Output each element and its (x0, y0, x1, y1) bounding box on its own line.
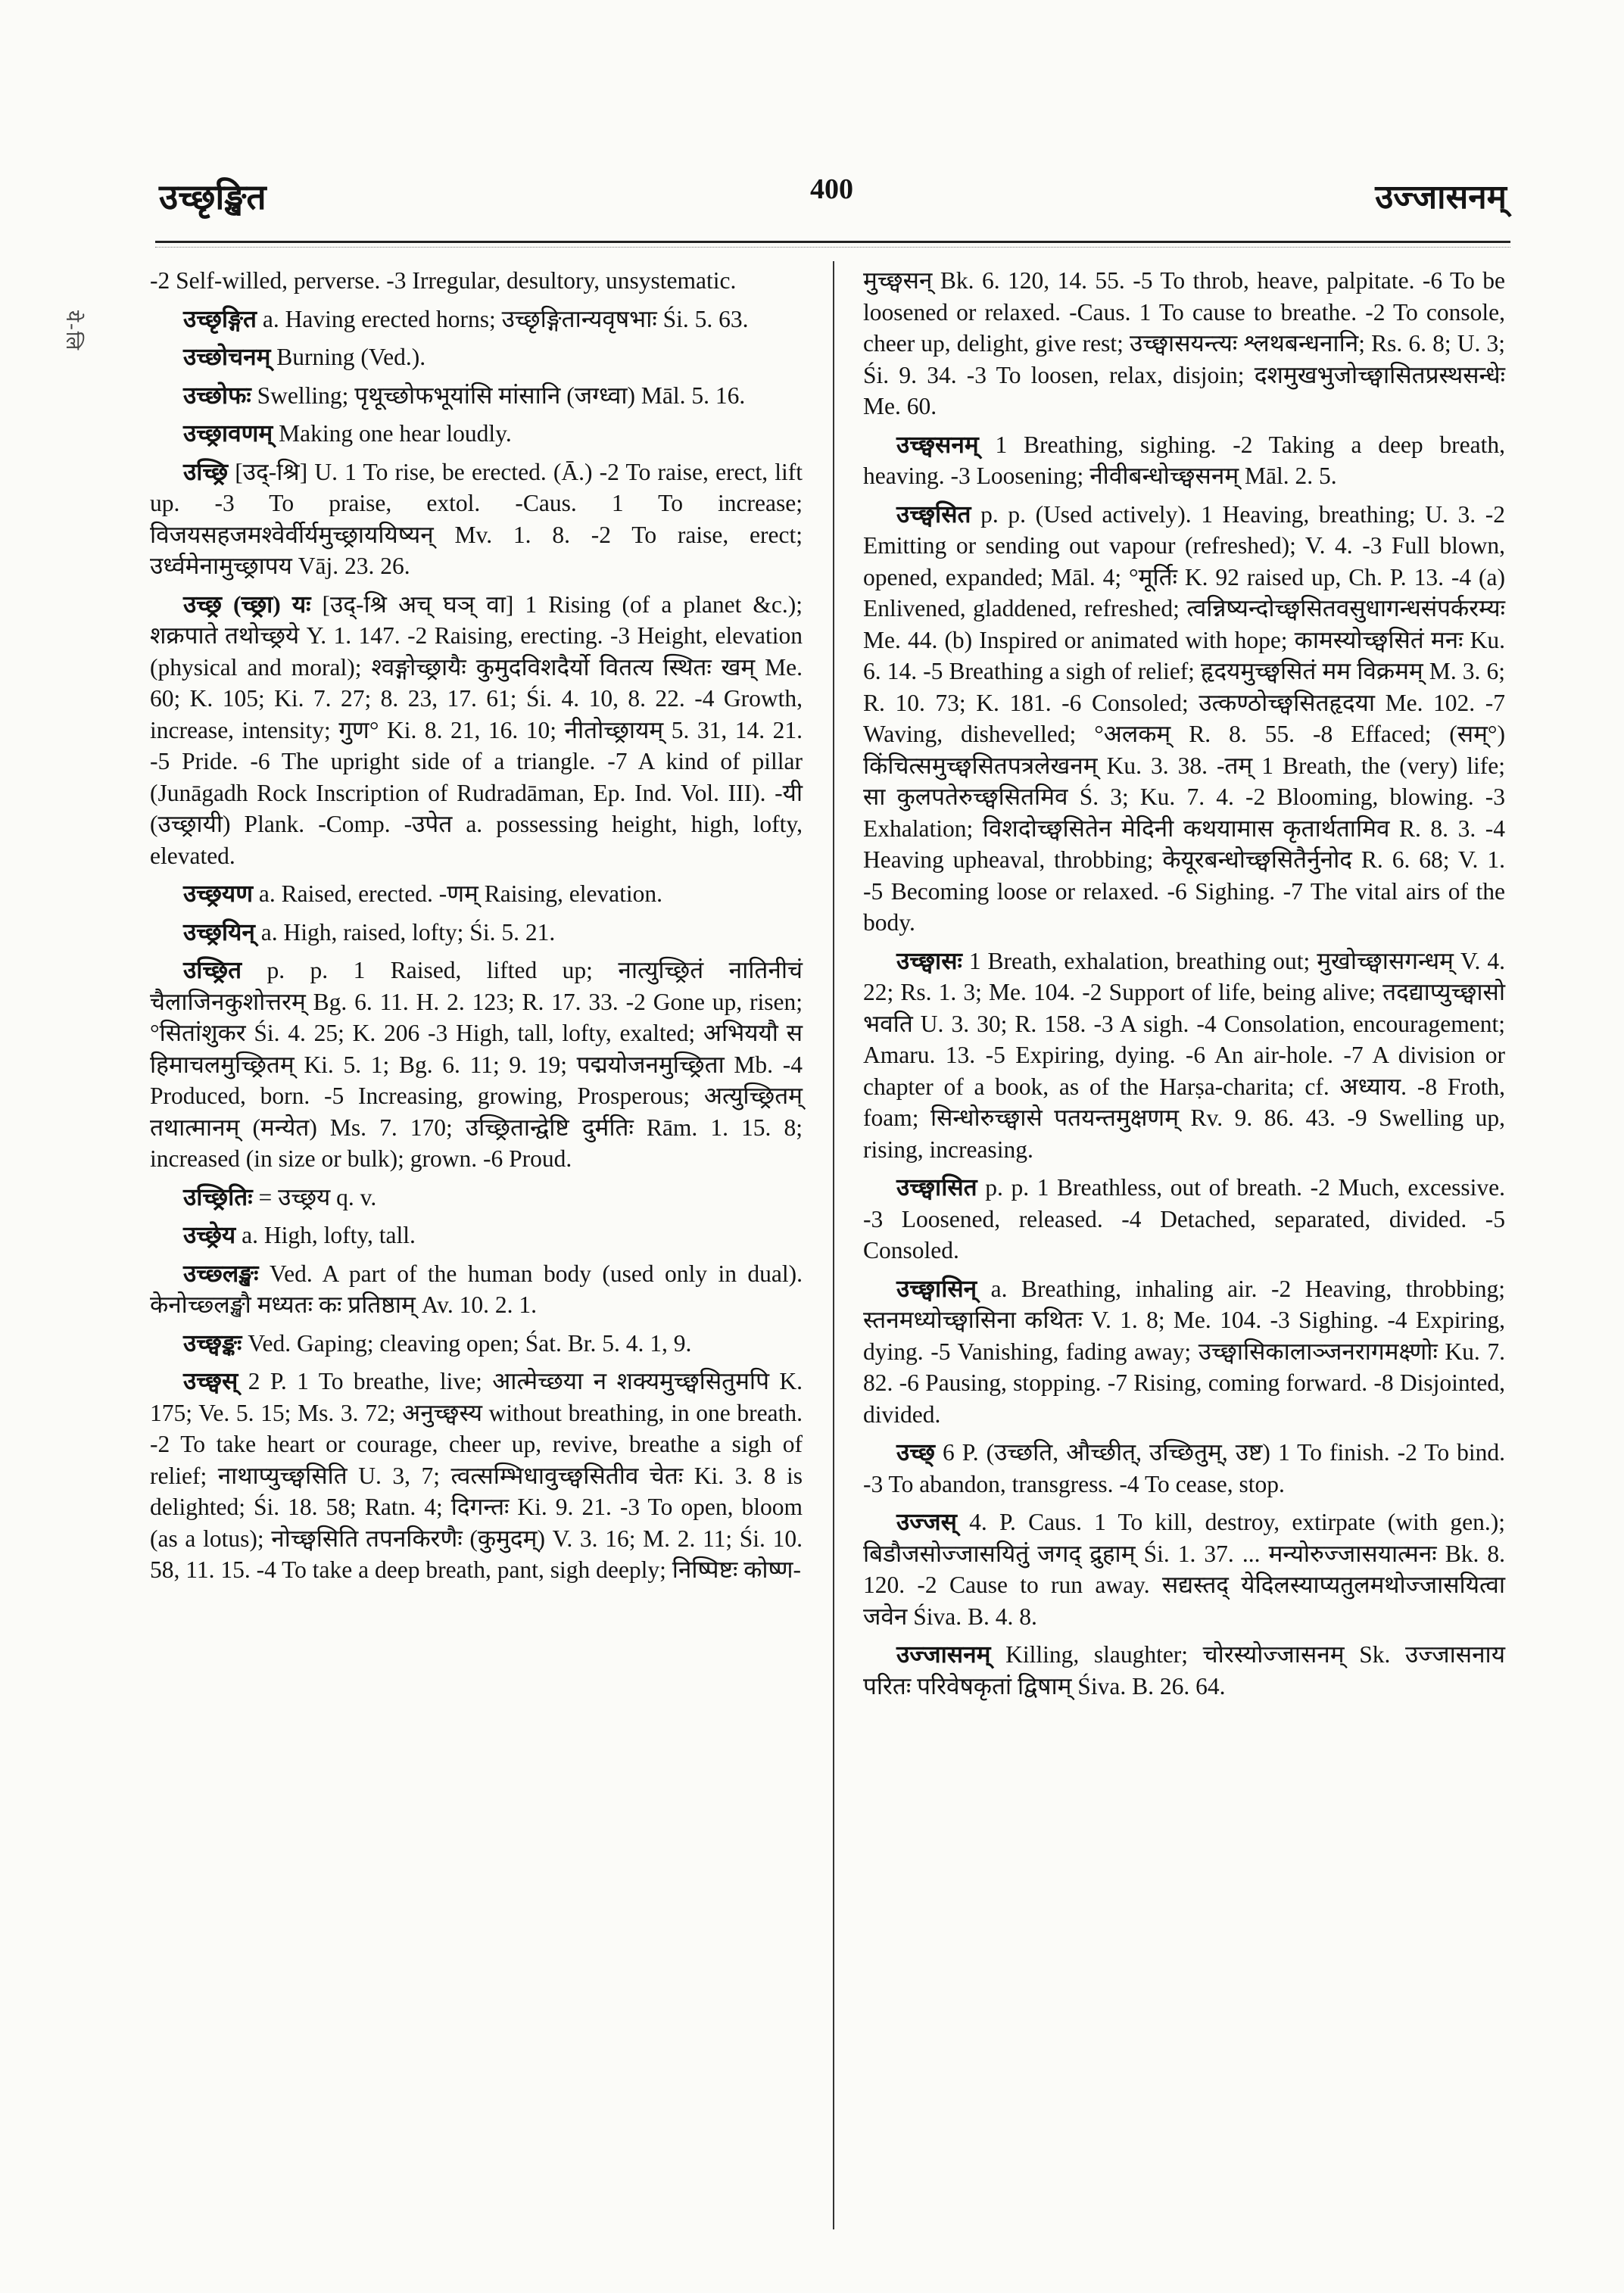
dictionary-entry (863, 265, 1505, 422)
dictionary-entry (863, 1172, 1505, 1266)
entry-definition: मुच्छ्वसन् Bk. 6. 120, 14. 55. -5 To throb, heave, palpitate. -6 To be loosened or relaxed. -Caus. 1 To cause to breathe. -2 To console, cheer up, delight, give rest; उच्छ्वासयन्त्यः श्लथबन्धनानि; Rs. 6. 8; U. 3; Śi. 9. 34. -3 To loosen, relax, disjoin; दशमुखभुजोच्छ्वासितप्रस्थसन्धेः Me. 60. (863, 267, 1505, 419)
entry-headword: उच्छ्वासः (896, 947, 962, 974)
column-divider (833, 261, 834, 2229)
entry-definition: Killing, slaughter; चोरस्योज्जासनम् Sk. उज्जासनाय परितः परिवेषकृतां द्विषाम् Śiva. B. 26. 64. (863, 1641, 1505, 1699)
entry-headword: उच्छ्वसनम् (896, 431, 979, 458)
page-header (159, 173, 1507, 233)
dictionary-entry (150, 380, 803, 412)
entry-headword: उच्छ्रावणम् (183, 420, 273, 447)
entry-definition: a. Having erected horns; उच्छृङ्गितान्यवृषभाः Śi. 5. 63. (257, 305, 749, 332)
entry-headword: उच्छ्रि (183, 458, 229, 485)
entry-headword: उज्जस् (896, 1509, 957, 1535)
entry-headword: उच्छ्रयण (183, 880, 253, 907)
entry-definition: p. p. 1 Raised, lifted up; नात्युच्छ्रितं नातिनीचं चैलाजिनकुशोत्तरम् Bg. 6. 11. H. 2. 123; R. 17. 33. -2 Gone up, risen; °सितांशुकर Śi. 4. 25; K. 206 -3 High, tall, lofty, exalted; अभिययौ स हिमाचलमुच्छ्रितम् Ki. 5. 1; Bg. 6. 11; 9. 19; पद्मयोजनमुच्छ्रिता Mb. -4 Produced, born. -5 Increasing, growing, Prosperous; अत्युच्छ्रितम् तथात्मानम् (मन्येत) Ms. 7. 170; उच्छ्रितान्द्वेष्टि दुर्मतिः Rām. 1. 15. 8; increased (in size or bulk); grown. -6 Proud. (150, 957, 803, 1172)
entry-definition: Ved. Gaping; cleaving open; Śat. Br. 5. 4. 1, 9. (242, 1329, 692, 1357)
dictionary-entry (863, 1506, 1505, 1632)
dictionary-entry (150, 265, 803, 297)
entry-definition: [उद्-श्रि अच् घञ् वा] 1 Rising (of a planet &c.); शक्रपाते तथोच्छ्रये Y. 1. 147. -2 Raising, erecting. -3 Height, elevation (physical and moral); श्वङ्गोच्छ्रायैः कुमुदविशदैर्यो वितत्य स्थितः खम् Me. 60; K. 105; Ki. 7. 27; 8. 23, 17. 61; Śi. 4. 10, 8. 22. -4 Growth, increase, intensity; गुण° Ki. 8. 21, 16. 10; नीतोच्छ्रायम् 5. 31, 14. 21. -5 Pride. -6 The upright side of a triangle. -7 A kind of pillar (Junāgadh Rock Inscription of Rudradāman, Ep. Ind. Vol. III). -यी (उच्छ्रायी) Plank. -Comp. -उपेत a. possessing height, high, lofty, elevated. (150, 590, 803, 869)
entry-headword: उच्छ्वसित (896, 500, 971, 528)
dictionary-entry (150, 456, 803, 582)
dictionary-entry (863, 946, 1505, 1166)
entry-headword: उच्छ्वासित (896, 1174, 977, 1201)
dictionary-entry (863, 1273, 1505, 1431)
left-column (150, 265, 803, 1593)
dictionary-entry (863, 499, 1505, 939)
entry-headword: उच्छोफः (183, 382, 251, 409)
entry-definition: Making one hear loudly. (273, 420, 512, 447)
entry-headword: उच्छ्रयिन् (183, 918, 255, 946)
entry-headword: उच्छ्वासिन् (896, 1275, 977, 1302)
header-dotted-rule (155, 247, 1510, 248)
dictionary-entry (150, 304, 803, 335)
left-guide-word: उच्छृङ्खित (159, 178, 267, 217)
entry-headword: उच्छ्रितिः (183, 1183, 253, 1210)
dictionary-entry (150, 341, 803, 373)
dictionary-entry (150, 1258, 803, 1321)
entry-definition: 1 Breathing, sighing. -2 Taking a deep breath, heaving. -3 Loosening; नीवीबन्धोच्छ्वसनम् Māl. 2. 5. (863, 431, 1505, 489)
entry-headword: उच्छ् (896, 1439, 935, 1466)
entry-headword: उच्छ्लङ्खः (183, 1260, 259, 1287)
entry-headword: उज्जासनम् (896, 1641, 991, 1668)
entry-definition: a. Raised, erected. -णम् Raising, elevation. (252, 880, 663, 907)
dictionary-entry (150, 1220, 803, 1251)
entry-headword: उच्छ्र (च्छ्रा) यः (183, 590, 311, 618)
entry-definition: Burning (Ved.). (270, 344, 426, 370)
margin-mark: ये-लि (62, 310, 84, 352)
entry-definition: 1 Breath, exhalation, breathing out; मुखोच्छ्वासगन्धम् V. 4. 22; Rs. 1. 3; Me. 104. -2 Support of life, being alive; तदद्याप्युच्छ्वासो भवति U. 3. 30; R. 158. -3 A sigh. -4 Consolation, encouragement; Amaru. 13. -5 Expiring, dying. -6 An air-hole. -7 A division or chapter of a book, as of the Harṣa-charita; cf. अध्याय. -8 Froth, foam; सिन्धोरुच्छ्वासे पतयन्तमुक्षणम् Rv. 9. 86. 43. -9 Swelling up, rising, increasing. (863, 947, 1505, 1163)
entry-definition: a. Breathing, inhaling air. -2 Heaving, throbbing; स्तनमध्योच्छ्वासिना कथितः V. 1. 8; Me. 104. -3 Sighing. -4 Expiring, dying. -5 Vanishing, fading away; उच्छ्वासिकालाञ्जनरागमक्ष्णोः Ku. 7. 82. -6 Pausing, stopping. -7 Rising, coming forward. -8 Disjointed, divided. (863, 1275, 1505, 1428)
dictionary-entry (863, 1437, 1505, 1500)
entry-definition: -2 Self-willed, perverse. -3 Irregular, desultory, unsystematic. (150, 267, 737, 294)
dictionary-entry (150, 917, 803, 949)
header-rule (155, 241, 1510, 243)
dictionary-entry (863, 1639, 1505, 1702)
entry-definition: Swelling; पृथूच्छोफभूयांसि मांसानि (जग्ध्वा) Māl. 5. 16. (251, 382, 746, 409)
entry-definition: [उद्-श्रि] U. 1 To rise, be erected. (Ā.) -2 To raise, erect, lift up. -3 To praise, extol. -Caus. 1 To increase; विजयसहजमश्वेर्वीर्यमुच्छ्राययिष्यन् Mv. 1. 8. -2 To raise, erect; उर्ध्वमेनामुच्छ्रापय Vāj. 23. 26. (150, 458, 803, 579)
dictionary-entry (150, 1366, 803, 1586)
entry-headword: उच्छोचनम् (183, 344, 271, 370)
entry-headword: उच्छ्वस् (183, 1368, 238, 1394)
right-guide-word: उज्जासनम् (1375, 179, 1507, 216)
dictionary-entry (150, 878, 803, 910)
entry-headword: उच्छ्रित (183, 957, 242, 983)
entry-headword: उच्छृङ्गित (183, 305, 257, 332)
entry-definition: 2 P. 1 To breathe, live; आत्मेच्छया न शक्यमुच्छ्वसितुमपि K. 175; Ve. 5. 15; Ms. 3. 72; अनुच्छ्वस्य without breathing, in one breath. -2 To take heart or courage, cheer up, revive, breathe a sigh of relief; नाथाप्युच्छ्वसिति U. 3, 7; त्वत्सम्भिधावुच्छ्वसितीव चेतः Ki. 3. 8 is delighted; Śi. 18. 58; Ratn. 4; दिगन्तः Ki. 9. 21. -3 To open, bloom (as a lotus); नोच्छ्वसिति तपनकिरणैः (कुमुदम्) V. 3. 16; M. 2. 11; Śi. 10. 58, 11. 15. -4 To take a deep breath, pant, sigh deeply; निष्पिष्टः कोष्ण- (150, 1368, 803, 1583)
entry-headword: उच्छ्रेय (183, 1222, 236, 1248)
dictionary-entry (150, 1328, 803, 1360)
entry-definition: a. High, lofty, tall. (235, 1222, 416, 1248)
entry-definition: = उच्छ्रय q. v. (252, 1183, 377, 1210)
dictionary-entry (150, 1182, 803, 1213)
entry-definition: a. High, raised, lofty; Śi. 5. 21. (254, 918, 556, 946)
entry-definition: Ved. A part of the human body (used only in dual). केनोच्छ्लङ्खौ मध्यतः कः प्रतिष्ठाम् Av. 10. 2. 1. (150, 1260, 803, 1318)
dictionary-entry (150, 418, 803, 450)
entry-headword: उच्छ्वङ्कः (183, 1329, 242, 1357)
entry-definition: 4. P. Caus. 1 To kill, destroy, extirpate (with gen.); बिडौजसोज्जासयितुं जगद् द्रुहाम् Śi. 1. 37. ... मन्योरुज्जासयात्मनः Bk. 8. 120. -2 Cause to run away. सद्यस्तद् येदिलस्याप्यतुलमथोज्जासयित्वा जवेन Śiva. B. 4. 8. (863, 1509, 1505, 1630)
entry-definition: p. p. (Used actively). 1 Heaving, breathing; U. 3. -2 Emitting or sending out vapour (refreshed); V. 4. -3 Full blown, opened, expanded; Māl. 4; °मूर्तिः K. 92 raised up, Ch. P. 13. -4 (a) Enlivened, gladdened, refreshed; त्वन्निष्यन्दोच्छ्वसितवसुधागन्धसंपर्करम्यः Me. 44. (b) Inspired or animated with hope; कामस्योच्छ्वसितं मनः Ku. 6. 14. -5 Breathing a sigh of relief; हृदयमुच्छ्वसितं मम विक्रमम् M. 3. 6; R. 10. 73; K. 181. -6 Consoled; उत्कण्ठोच्छ्वसितहृदया Me. 102. -7 Waving, dishevelled; °अलकम् R. 8. 55. -8 Effaced; (सम्°) किंचित्समुच्छ्वसितपत्रलेखनम् Ku. 3. 38. -तम् 1 Breath, the (very) life; सा कुलपतेरुच्छ्वसितमिव Ś. 3; Ku. 7. 4. -2 Blooming, blowing. -3 Exhalation; विशदोच्छ्वसितेन मेदिनी कथयामास कृतार्थतामिव R. 8. 3. -4 Heaving upheaval, throbbing; केयूरबन्धोच्छ्वसितैर्नुनोद R. 6. 68; V. 1. -5 Becoming loose or relaxed. -6 Sighing. -7 The vital airs of the body. (863, 500, 1505, 936)
page-number: 400 (810, 173, 853, 205)
dictionary-entry (863, 429, 1505, 492)
entry-definition: 6 P. (उच्छति, औच्छीत्, उच्छितुम्, उष्ट) 1 To finish. -2 To bind. -3 To abandon, transgress. -4 To cease, stop. (863, 1439, 1505, 1497)
entry-definition: p. p. 1 Breathless, out of breath. -2 Much, excessive. -3 Loosened, released. -4 Detached, separated, divided. -5 Consoled. (863, 1174, 1505, 1263)
dictionary-entry (150, 589, 803, 872)
right-column (863, 265, 1505, 1709)
dictionary-entry (150, 955, 803, 1175)
